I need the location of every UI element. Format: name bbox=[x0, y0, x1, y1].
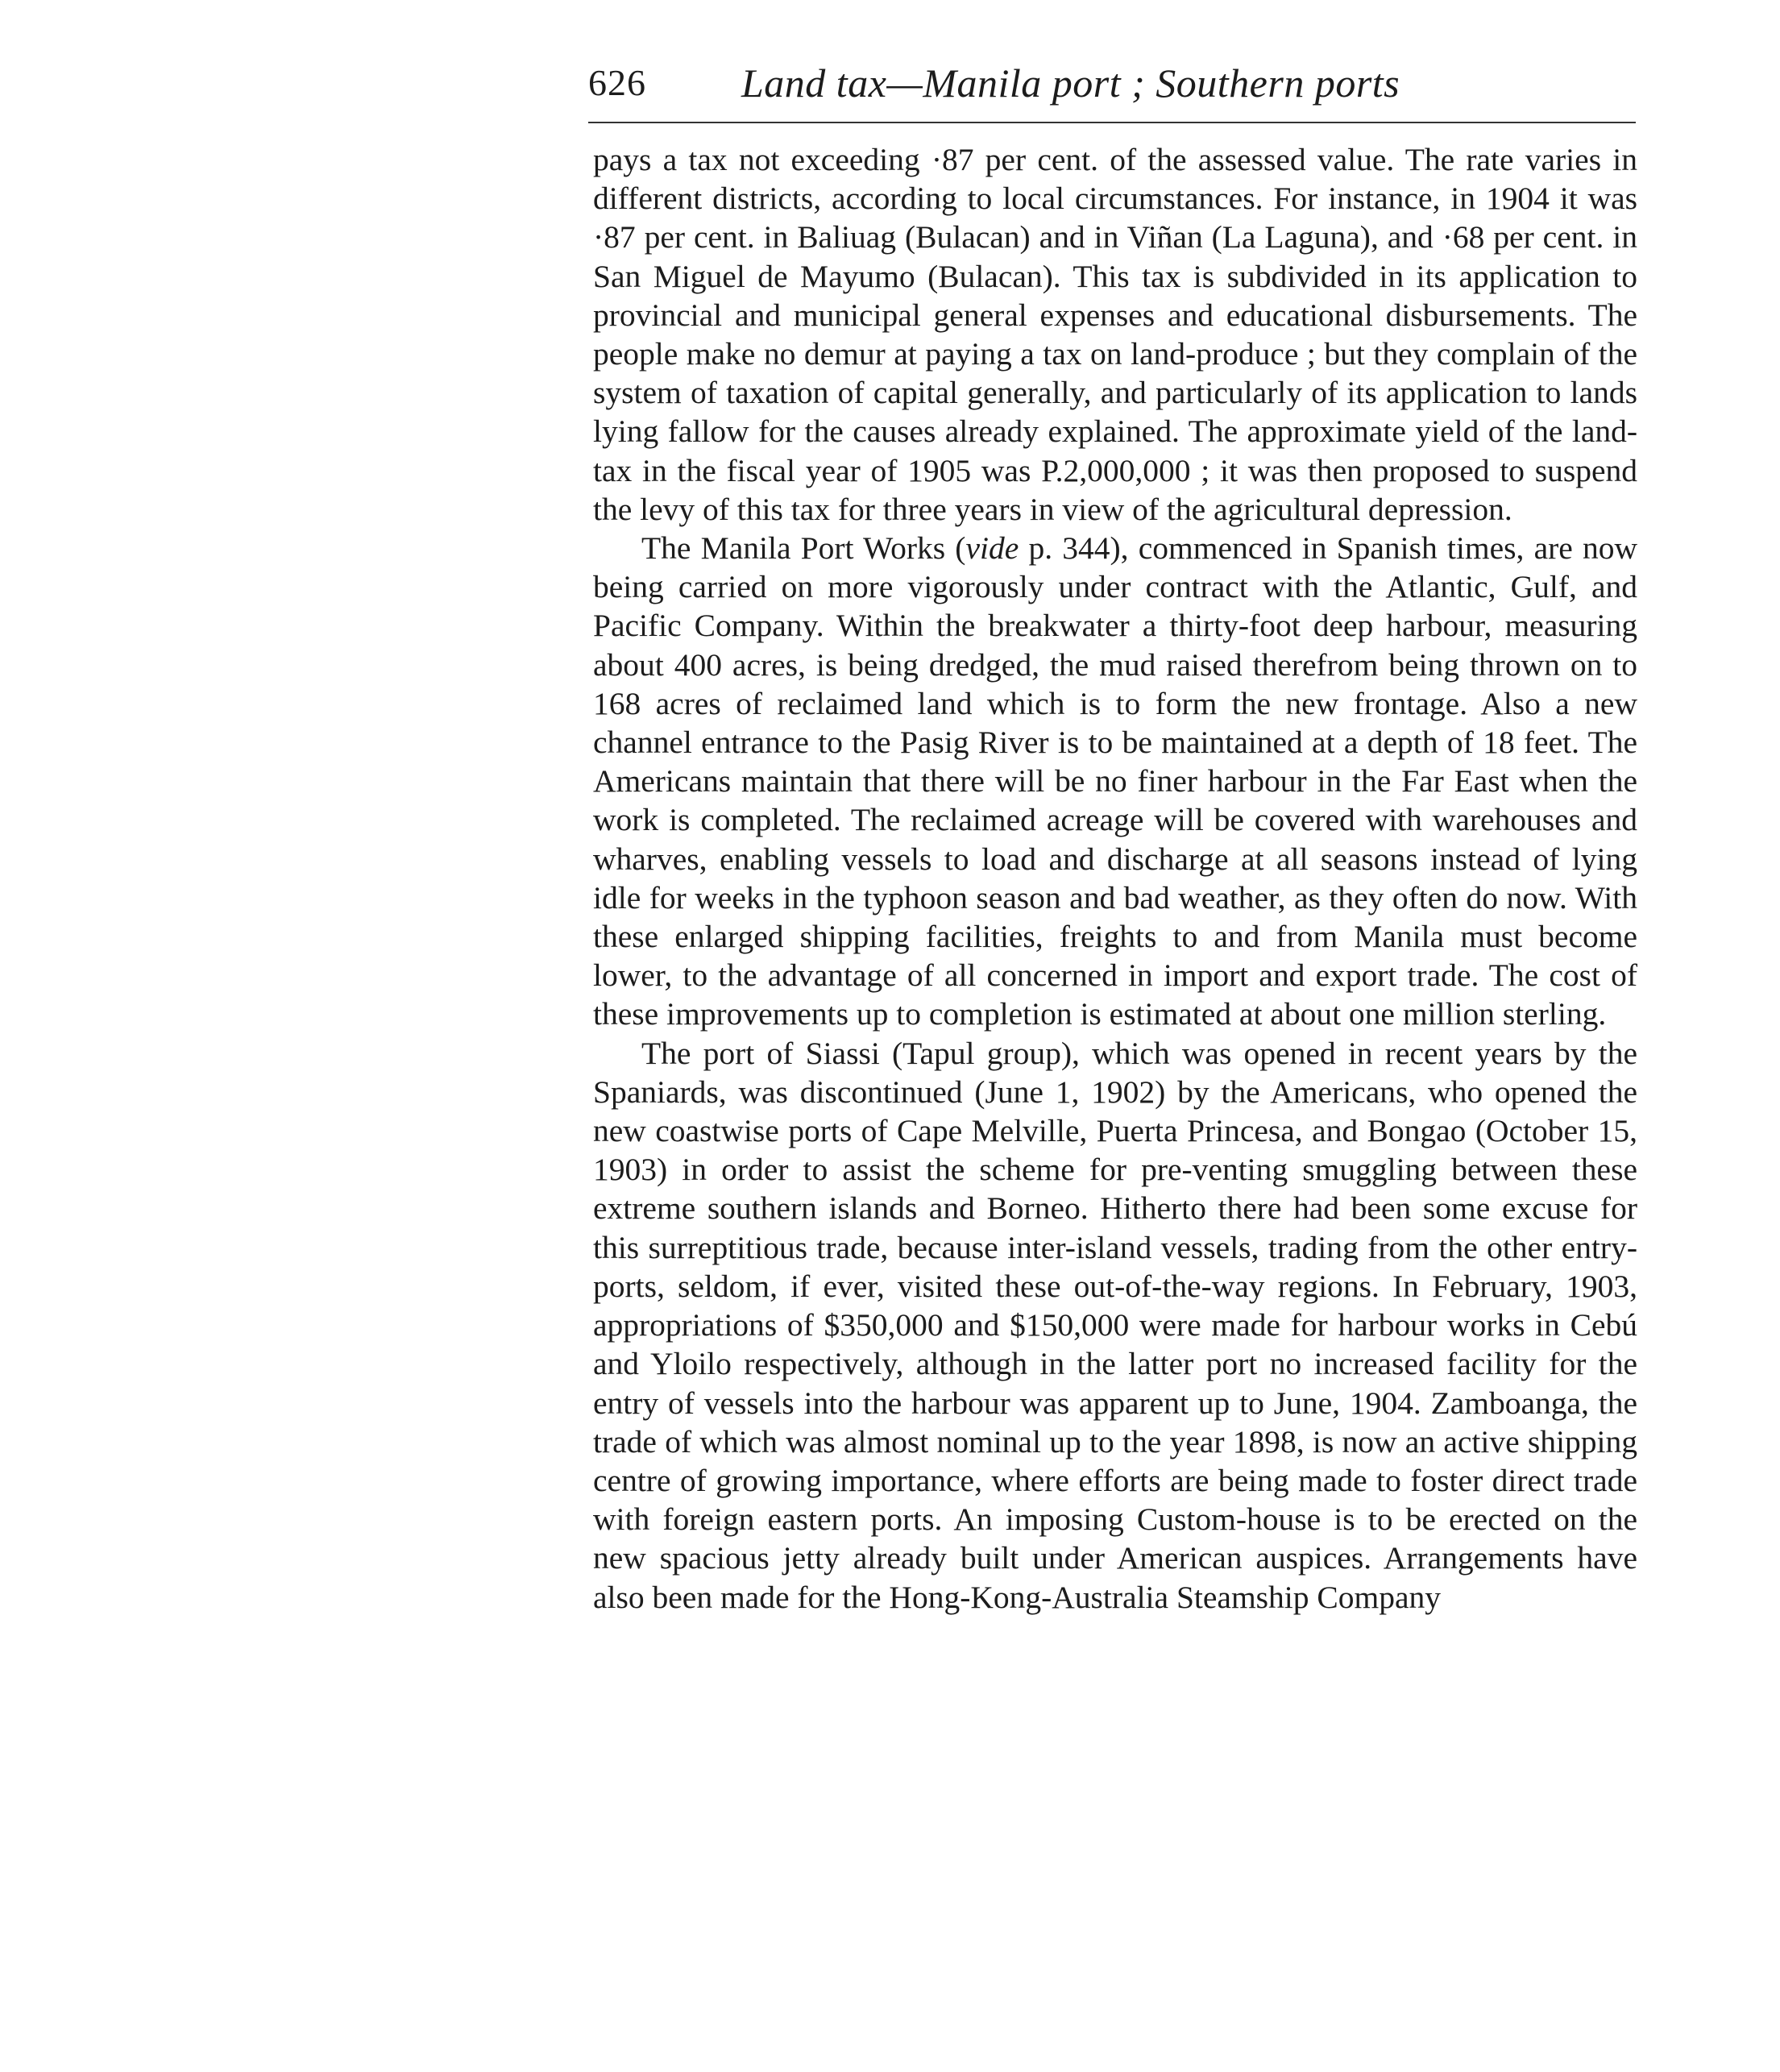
header-rule bbox=[588, 122, 1636, 123]
paragraph-text-after: p. 344), commenced in Spanish times, are now being carried on more vigorously under contract with the Atlantic, Gulf, and Pacific Company. Within the breakwater a thirty-foot deep harbour, measuring about 400 acres, is being dredged, the mud raised therefrom being thrown on to 168 acres of reclaimed land which is to form the new frontage. Also a new channel entrance to the Pasig River is to be maintained at a depth of 18 feet. The Americans maintain that there will be no finer harbour in the Far East when the work is completed. The reclaimed acreage will be covered with warehouses and wharves, enabling vessels to load and discharge at all seasons instead of lying idle for weeks in the typhoon season and bad weather, as they often do now. With these enlarged shipping facilities, freights to and from Manila must become lower, to the advantage of all concerned in import and export trade. The cost of these improvements up to completion is estimated at about one million sterling. bbox=[593, 530, 1637, 1032]
body-text bbox=[593, 140, 1637, 1617]
paragraph-land-tax: pays a tax not exceeding ·87 per cent. of the assessed value. The rate varies in different districts, according to local circumstances. For instance, in 1904 it was ·87 per cent. in Baliuag (Bulacan) and in Viñan (La Laguna), and ·68 per cent. in San Miguel de Mayumo (Bulacan). This tax is subdivided in its application to provincial and municipal general expenses and educational disbursements. The people make no demur at paying a tax on land-produce ; but they complain of the system of taxation of capital generally, and particularly of its application to lands lying fallow for the causes already explained. The approximate yield of the land-tax in the fiscal year of 1905 was P.2,000,000 ; it was then proposed to suspend the levy of this tax for three years in view of the agricultural depression. bbox=[593, 142, 1637, 527]
paragraph-southern-ports: The port of Siassi (Tapul group), which was opened in recent years by the Spaniards, was discontinued (June 1, 1902) by the Americans, who opened the new coastwise ports of Cape Melville, Puerta Princesa, and Bongao (October 15, 1903) in order to assist the scheme for pre-venting smuggling between these extreme southern islands and Borneo. Hitherto there had been some excuse for this surreptitious trade, because inter-island vessels, trading from the other entry-ports, seldom, if ever, visited these out-of-the-way regions. In February, 1903, appropriations of $350,000 and $150,000 were made for harbour works in Cebú and Yloilo respectively, although in the latter port no increased facility for the entry of vessels into the harbour was apparent up to June, 1904. Zamboanga, the trade of which was almost nominal up to the year 1898, is now an active shipping centre of growing importance, where efforts are being made to foster direct trade with foreign eastern ports. An imposing Custom-house is to be erected on the new spacious jetty already built under American auspices. Arrangements have also been made for the Hong-Kong-Australia Steamship Company bbox=[593, 1035, 1637, 1615]
page-header bbox=[588, 55, 1636, 111]
running-title: Land tax—Manila port ; Southern ports bbox=[741, 60, 1400, 106]
paragraph-text-before: The Manila Port Works ( bbox=[641, 530, 966, 567]
page-number: 626 bbox=[588, 62, 646, 103]
italic-vide: vide bbox=[965, 530, 1019, 567]
paragraph-manila-port-works bbox=[593, 529, 1637, 1034]
